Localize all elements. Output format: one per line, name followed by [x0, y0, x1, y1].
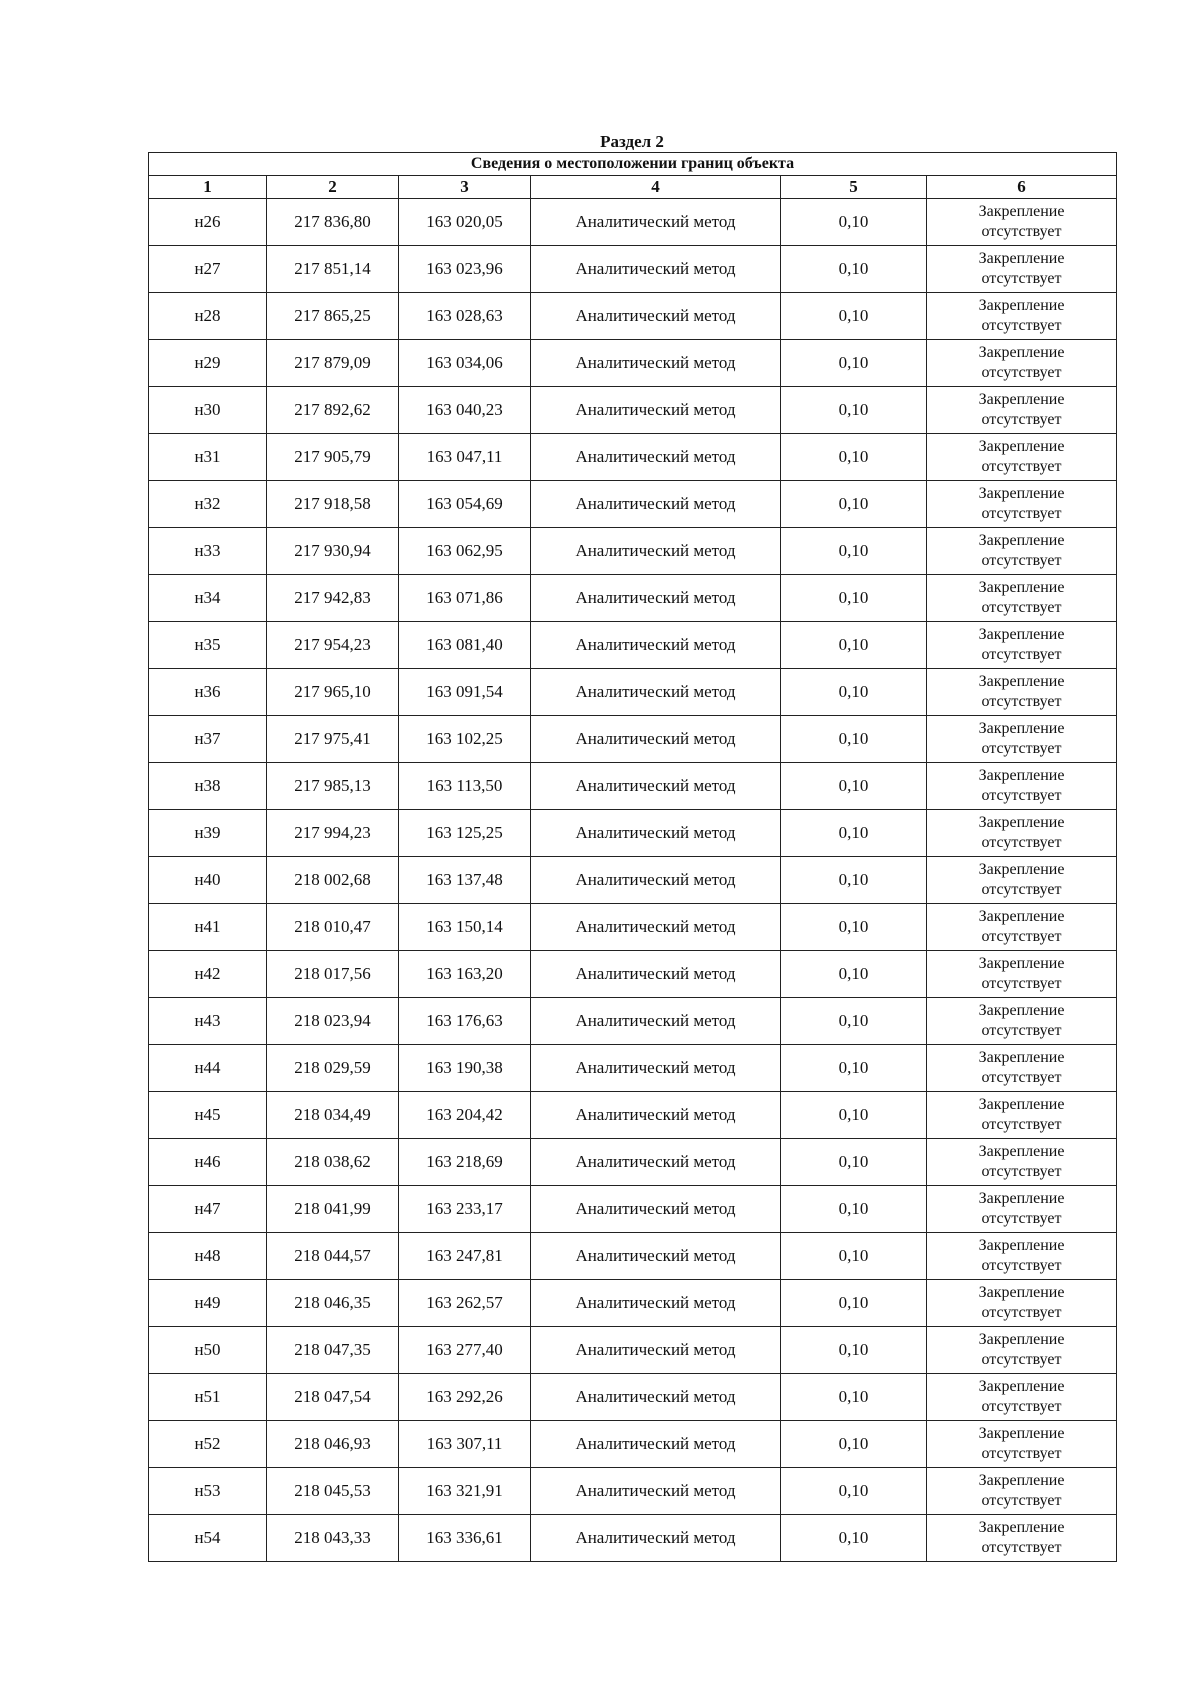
method-cell: Аналитический метод — [531, 1280, 781, 1327]
fixing-text-line2: отсутствует — [981, 1022, 1062, 1039]
point-number-cell: н43 — [149, 998, 267, 1045]
accuracy-cell: 0,10 — [781, 669, 927, 716]
x-coordinate-cell: 217 985,13 — [267, 763, 399, 810]
method-cell: Аналитический метод — [531, 1092, 781, 1139]
x-coordinate-cell: 218 017,56 — [267, 951, 399, 998]
column-header-6: 6 — [927, 176, 1117, 199]
y-coordinate-cell: 163 034,06 — [399, 340, 531, 387]
fixing-text-line1: Закрепление — [978, 1472, 1065, 1489]
fixing-text-line2: отсутствует — [981, 1445, 1062, 1462]
x-coordinate-cell: 217 965,10 — [267, 669, 399, 716]
table-row — [149, 1327, 1117, 1374]
fixing-text-line2: отсутствует — [981, 458, 1062, 475]
accuracy-cell: 0,10 — [781, 622, 927, 669]
table-row — [149, 246, 1117, 293]
method-cell: Аналитический метод — [531, 481, 781, 528]
fixing-text-line1: Закрепление — [978, 1143, 1065, 1160]
y-coordinate-cell: 163 102,25 — [399, 716, 531, 763]
point-number-cell: н52 — [149, 1421, 267, 1468]
point-number-cell: н32 — [149, 481, 267, 528]
fixing-text-line1: Закрепление — [978, 532, 1065, 549]
table-row — [149, 481, 1117, 528]
fixing-cell — [927, 1045, 1117, 1092]
document-page — [148, 132, 1116, 1562]
y-coordinate-cell: 163 125,25 — [399, 810, 531, 857]
fixing-text-line1: Закрепление — [978, 1284, 1065, 1301]
point-number-cell: н54 — [149, 1515, 267, 1562]
y-coordinate-cell: 163 062,95 — [399, 528, 531, 575]
y-coordinate-cell: 163 204,42 — [399, 1092, 531, 1139]
fixing-text-line2: отсутствует — [981, 1398, 1062, 1415]
fixing-cell — [927, 857, 1117, 904]
x-coordinate-cell: 218 046,93 — [267, 1421, 399, 1468]
table-row — [149, 998, 1117, 1045]
fixing-cell — [927, 998, 1117, 1045]
table-row — [149, 575, 1117, 622]
boundary-coordinates-table — [148, 152, 1117, 1562]
method-cell: Аналитический метод — [531, 857, 781, 904]
fixing-text-line1: Закрепление — [978, 908, 1065, 925]
accuracy-cell: 0,10 — [781, 951, 927, 998]
fixing-text-line1: Закрепление — [978, 438, 1065, 455]
x-coordinate-cell: 217 930,94 — [267, 528, 399, 575]
accuracy-cell: 0,10 — [781, 387, 927, 434]
table-row — [149, 1421, 1117, 1468]
fixing-cell — [927, 575, 1117, 622]
y-coordinate-cell: 163 081,40 — [399, 622, 531, 669]
column-header-2: 2 — [267, 176, 399, 199]
method-cell: Аналитический метод — [531, 199, 781, 246]
accuracy-cell: 0,10 — [781, 1327, 927, 1374]
point-number-cell: н53 — [149, 1468, 267, 1515]
method-cell: Аналитический метод — [531, 810, 781, 857]
y-coordinate-cell: 163 218,69 — [399, 1139, 531, 1186]
point-number-cell: н46 — [149, 1139, 267, 1186]
point-number-cell: н35 — [149, 622, 267, 669]
point-number-cell: н45 — [149, 1092, 267, 1139]
table-row — [149, 1374, 1117, 1421]
method-cell: Аналитический метод — [531, 951, 781, 998]
y-coordinate-cell: 163 028,63 — [399, 293, 531, 340]
method-cell: Аналитический метод — [531, 575, 781, 622]
accuracy-cell: 0,10 — [781, 1045, 927, 1092]
accuracy-cell: 0,10 — [781, 481, 927, 528]
fixing-cell — [927, 951, 1117, 998]
y-coordinate-cell: 163 277,40 — [399, 1327, 531, 1374]
fixing-cell — [927, 1139, 1117, 1186]
x-coordinate-cell: 217 975,41 — [267, 716, 399, 763]
fixing-text-line2: отсутствует — [981, 975, 1062, 992]
method-cell: Аналитический метод — [531, 716, 781, 763]
point-number-cell: н31 — [149, 434, 267, 481]
fixing-text-line1: Закрепление — [978, 1049, 1065, 1066]
x-coordinate-cell: 218 047,35 — [267, 1327, 399, 1374]
fixing-text-line1: Закрепление — [978, 1519, 1065, 1536]
method-cell: Аналитический метод — [531, 1327, 781, 1374]
fixing-text-line1: Закрепление — [978, 203, 1065, 220]
method-cell: Аналитический метод — [531, 528, 781, 575]
y-coordinate-cell: 163 247,81 — [399, 1233, 531, 1280]
accuracy-cell: 0,10 — [781, 1374, 927, 1421]
fixing-text-line1: Закрепление — [978, 767, 1065, 784]
fixing-cell — [927, 669, 1117, 716]
fixing-text-line2: отсутствует — [981, 1069, 1062, 1086]
fixing-text-line1: Закрепление — [978, 955, 1065, 972]
fixing-text-line1: Закрепление — [978, 861, 1065, 878]
fixing-cell — [927, 434, 1117, 481]
x-coordinate-cell: 218 002,68 — [267, 857, 399, 904]
fixing-text-line1: Закрепление — [978, 1096, 1065, 1113]
fixing-cell — [927, 1468, 1117, 1515]
accuracy-cell: 0,10 — [781, 199, 927, 246]
method-cell: Аналитический метод — [531, 763, 781, 810]
point-number-cell: н26 — [149, 199, 267, 246]
fixing-text-line1: Закрепление — [978, 1331, 1065, 1348]
fixing-cell — [927, 1280, 1117, 1327]
fixing-cell — [927, 810, 1117, 857]
fixing-cell — [927, 716, 1117, 763]
point-number-cell: н30 — [149, 387, 267, 434]
table-row — [149, 951, 1117, 998]
table-row — [149, 1233, 1117, 1280]
point-number-cell: н40 — [149, 857, 267, 904]
x-coordinate-cell: 218 034,49 — [267, 1092, 399, 1139]
fixing-cell — [927, 763, 1117, 810]
y-coordinate-cell: 163 262,57 — [399, 1280, 531, 1327]
y-coordinate-cell: 163 040,23 — [399, 387, 531, 434]
fixing-text-line1: Закрепление — [978, 1190, 1065, 1207]
accuracy-cell: 0,10 — [781, 763, 927, 810]
accuracy-cell: 0,10 — [781, 340, 927, 387]
table-row — [149, 293, 1117, 340]
point-number-cell: н48 — [149, 1233, 267, 1280]
y-coordinate-cell: 163 233,17 — [399, 1186, 531, 1233]
point-number-cell: н29 — [149, 340, 267, 387]
fixing-text-line2: отсутствует — [981, 1257, 1062, 1274]
fixing-text-line1: Закрепление — [978, 391, 1065, 408]
fixing-text-line2: отсутствует — [981, 223, 1062, 240]
method-cell: Аналитический метод — [531, 622, 781, 669]
y-coordinate-cell: 163 113,50 — [399, 763, 531, 810]
fixing-text-line2: отсутствует — [981, 1351, 1062, 1368]
fixing-text-line1: Закрепление — [978, 250, 1065, 267]
method-cell: Аналитический метод — [531, 1233, 781, 1280]
fixing-text-line2: отсутствует — [981, 834, 1062, 851]
y-coordinate-cell: 163 190,38 — [399, 1045, 531, 1092]
fixing-text-line1: Закрепление — [978, 720, 1065, 737]
accuracy-cell: 0,10 — [781, 1515, 927, 1562]
fixing-text-line1: Закрепление — [978, 673, 1065, 690]
table-row — [149, 669, 1117, 716]
fixing-text-line2: отсутствует — [981, 740, 1062, 757]
method-cell: Аналитический метод — [531, 998, 781, 1045]
x-coordinate-cell: 218 023,94 — [267, 998, 399, 1045]
fixing-cell — [927, 481, 1117, 528]
point-number-cell: н36 — [149, 669, 267, 716]
accuracy-cell: 0,10 — [781, 1468, 927, 1515]
table-row — [149, 340, 1117, 387]
method-cell: Аналитический метод — [531, 434, 781, 481]
x-coordinate-cell: 218 046,35 — [267, 1280, 399, 1327]
fixing-text-line2: отсутствует — [981, 787, 1062, 804]
fixing-cell — [927, 1233, 1117, 1280]
y-coordinate-cell: 163 047,11 — [399, 434, 531, 481]
accuracy-cell: 0,10 — [781, 998, 927, 1045]
table-header-row — [149, 176, 1117, 199]
table-row — [149, 528, 1117, 575]
y-coordinate-cell: 163 137,48 — [399, 857, 531, 904]
fixing-text-line2: отсутствует — [981, 1210, 1062, 1227]
accuracy-cell: 0,10 — [781, 246, 927, 293]
table-row — [149, 387, 1117, 434]
column-header-4: 4 — [531, 176, 781, 199]
fixing-text-line2: отсутствует — [981, 552, 1062, 569]
fixing-text-line2: отсутствует — [981, 270, 1062, 287]
accuracy-cell: 0,10 — [781, 904, 927, 951]
y-coordinate-cell: 163 336,61 — [399, 1515, 531, 1562]
table-row — [149, 857, 1117, 904]
y-coordinate-cell: 163 163,20 — [399, 951, 531, 998]
point-number-cell: н42 — [149, 951, 267, 998]
section-title: Раздел 2 — [600, 132, 664, 151]
point-number-cell: н27 — [149, 246, 267, 293]
point-number-cell: н41 — [149, 904, 267, 951]
x-coordinate-cell: 217 918,58 — [267, 481, 399, 528]
fixing-cell — [927, 387, 1117, 434]
x-coordinate-cell: 217 942,83 — [267, 575, 399, 622]
table-row — [149, 810, 1117, 857]
point-number-cell: н51 — [149, 1374, 267, 1421]
fixing-cell — [927, 1327, 1117, 1374]
point-number-cell: н44 — [149, 1045, 267, 1092]
table-row — [149, 1515, 1117, 1562]
table-row — [149, 1139, 1117, 1186]
fixing-text-line2: отсутствует — [981, 317, 1062, 334]
fixing-text-line2: отсутствует — [981, 1116, 1062, 1133]
fixing-cell — [927, 293, 1117, 340]
fixing-text-line2: отсутствует — [981, 364, 1062, 381]
fixing-text-line1: Закрепление — [978, 297, 1065, 314]
point-number-cell: н47 — [149, 1186, 267, 1233]
accuracy-cell: 0,10 — [781, 1280, 927, 1327]
fixing-text-line2: отсутствует — [981, 1304, 1062, 1321]
method-cell: Аналитический метод — [531, 1139, 781, 1186]
y-coordinate-cell: 163 307,11 — [399, 1421, 531, 1468]
fixing-text-line2: отсутствует — [981, 599, 1062, 616]
fixing-text-line2: отсутствует — [981, 1163, 1062, 1180]
column-header-3: 3 — [399, 176, 531, 199]
table-row — [149, 1045, 1117, 1092]
fixing-text-line2: отсутствует — [981, 881, 1062, 898]
point-number-cell: н39 — [149, 810, 267, 857]
y-coordinate-cell: 163 292,26 — [399, 1374, 531, 1421]
accuracy-cell: 0,10 — [781, 293, 927, 340]
table-row — [149, 434, 1117, 481]
method-cell: Аналитический метод — [531, 1515, 781, 1562]
accuracy-cell: 0,10 — [781, 528, 927, 575]
accuracy-cell: 0,10 — [781, 1092, 927, 1139]
method-cell: Аналитический метод — [531, 246, 781, 293]
point-number-cell: н37 — [149, 716, 267, 763]
fixing-text-line1: Закрепление — [978, 344, 1065, 361]
point-number-cell: н50 — [149, 1327, 267, 1374]
x-coordinate-cell: 218 044,57 — [267, 1233, 399, 1280]
column-header-1: 1 — [149, 176, 267, 199]
fixing-cell — [927, 1421, 1117, 1468]
method-cell: Аналитический метод — [531, 293, 781, 340]
method-cell: Аналитический метод — [531, 1186, 781, 1233]
table-caption-row — [149, 153, 1117, 176]
accuracy-cell: 0,10 — [781, 1233, 927, 1280]
fixing-cell — [927, 1092, 1117, 1139]
y-coordinate-cell: 163 023,96 — [399, 246, 531, 293]
point-number-cell: н38 — [149, 763, 267, 810]
table-row — [149, 763, 1117, 810]
table-row — [149, 1186, 1117, 1233]
x-coordinate-cell: 218 010,47 — [267, 904, 399, 951]
fixing-text-line1: Закрепление — [978, 1237, 1065, 1254]
fixing-cell — [927, 199, 1117, 246]
x-coordinate-cell: 218 047,54 — [267, 1374, 399, 1421]
table-row — [149, 716, 1117, 763]
method-cell: Аналитический метод — [531, 669, 781, 716]
fixing-text-line1: Закрепление — [978, 814, 1065, 831]
y-coordinate-cell: 163 054,69 — [399, 481, 531, 528]
fixing-cell — [927, 1186, 1117, 1233]
fixing-text-line2: отсутствует — [981, 1539, 1062, 1556]
table-row — [149, 1468, 1117, 1515]
fixing-text-line2: отсутствует — [981, 928, 1062, 945]
fixing-text-line2: отсутствует — [981, 505, 1062, 522]
fixing-text-line2: отсутствует — [981, 646, 1062, 663]
point-number-cell: н33 — [149, 528, 267, 575]
x-coordinate-cell: 217 851,14 — [267, 246, 399, 293]
x-coordinate-cell: 218 029,59 — [267, 1045, 399, 1092]
table-caption: Сведения о местоположении границ объекта — [149, 153, 1117, 176]
fixing-cell — [927, 622, 1117, 669]
fixing-text-line2: отсутствует — [981, 1492, 1062, 1509]
column-header-5: 5 — [781, 176, 927, 199]
accuracy-cell: 0,10 — [781, 810, 927, 857]
y-coordinate-cell: 163 020,05 — [399, 199, 531, 246]
table-row — [149, 1280, 1117, 1327]
method-cell: Аналитический метод — [531, 340, 781, 387]
fixing-text-line1: Закрепление — [978, 1425, 1065, 1442]
fixing-text-line2: отсутствует — [981, 411, 1062, 428]
fixing-cell — [927, 904, 1117, 951]
method-cell: Аналитический метод — [531, 1421, 781, 1468]
accuracy-cell: 0,10 — [781, 1186, 927, 1233]
accuracy-cell: 0,10 — [781, 575, 927, 622]
fixing-cell — [927, 340, 1117, 387]
x-coordinate-cell: 217 879,09 — [267, 340, 399, 387]
table-body — [149, 199, 1117, 1562]
x-coordinate-cell: 218 038,62 — [267, 1139, 399, 1186]
accuracy-cell: 0,10 — [781, 1139, 927, 1186]
method-cell: Аналитический метод — [531, 1045, 781, 1092]
y-coordinate-cell: 163 071,86 — [399, 575, 531, 622]
accuracy-cell: 0,10 — [781, 716, 927, 763]
method-cell: Аналитический метод — [531, 387, 781, 434]
method-cell: Аналитический метод — [531, 1468, 781, 1515]
point-number-cell: н34 — [149, 575, 267, 622]
x-coordinate-cell: 217 865,25 — [267, 293, 399, 340]
x-coordinate-cell: 217 836,80 — [267, 199, 399, 246]
y-coordinate-cell: 163 150,14 — [399, 904, 531, 951]
x-coordinate-cell: 217 994,23 — [267, 810, 399, 857]
fixing-cell — [927, 528, 1117, 575]
table-row — [149, 904, 1117, 951]
method-cell: Аналитический метод — [531, 904, 781, 951]
fixing-text-line1: Закрепление — [978, 626, 1065, 643]
fixing-cell — [927, 1515, 1117, 1562]
table-row — [149, 1092, 1117, 1139]
y-coordinate-cell: 163 321,91 — [399, 1468, 531, 1515]
x-coordinate-cell: 217 892,62 — [267, 387, 399, 434]
x-coordinate-cell: 217 905,79 — [267, 434, 399, 481]
point-number-cell: н49 — [149, 1280, 267, 1327]
fixing-cell — [927, 246, 1117, 293]
method-cell: Аналитический метод — [531, 1374, 781, 1421]
fixing-text-line1: Закрепление — [978, 1378, 1065, 1395]
x-coordinate-cell: 218 045,53 — [267, 1468, 399, 1515]
fixing-cell — [927, 1374, 1117, 1421]
point-number-cell: н28 — [149, 293, 267, 340]
table-row — [149, 199, 1117, 246]
x-coordinate-cell: 218 043,33 — [267, 1515, 399, 1562]
accuracy-cell: 0,10 — [781, 1421, 927, 1468]
x-coordinate-cell: 218 041,99 — [267, 1186, 399, 1233]
fixing-text-line1: Закрепление — [978, 485, 1065, 502]
accuracy-cell: 0,10 — [781, 434, 927, 481]
fixing-text-line1: Закрепление — [978, 1002, 1065, 1019]
x-coordinate-cell: 217 954,23 — [267, 622, 399, 669]
fixing-text-line1: Закрепление — [978, 579, 1065, 596]
fixing-text-line2: отсутствует — [981, 693, 1062, 710]
y-coordinate-cell: 163 176,63 — [399, 998, 531, 1045]
y-coordinate-cell: 163 091,54 — [399, 669, 531, 716]
table-row — [149, 622, 1117, 669]
accuracy-cell: 0,10 — [781, 857, 927, 904]
